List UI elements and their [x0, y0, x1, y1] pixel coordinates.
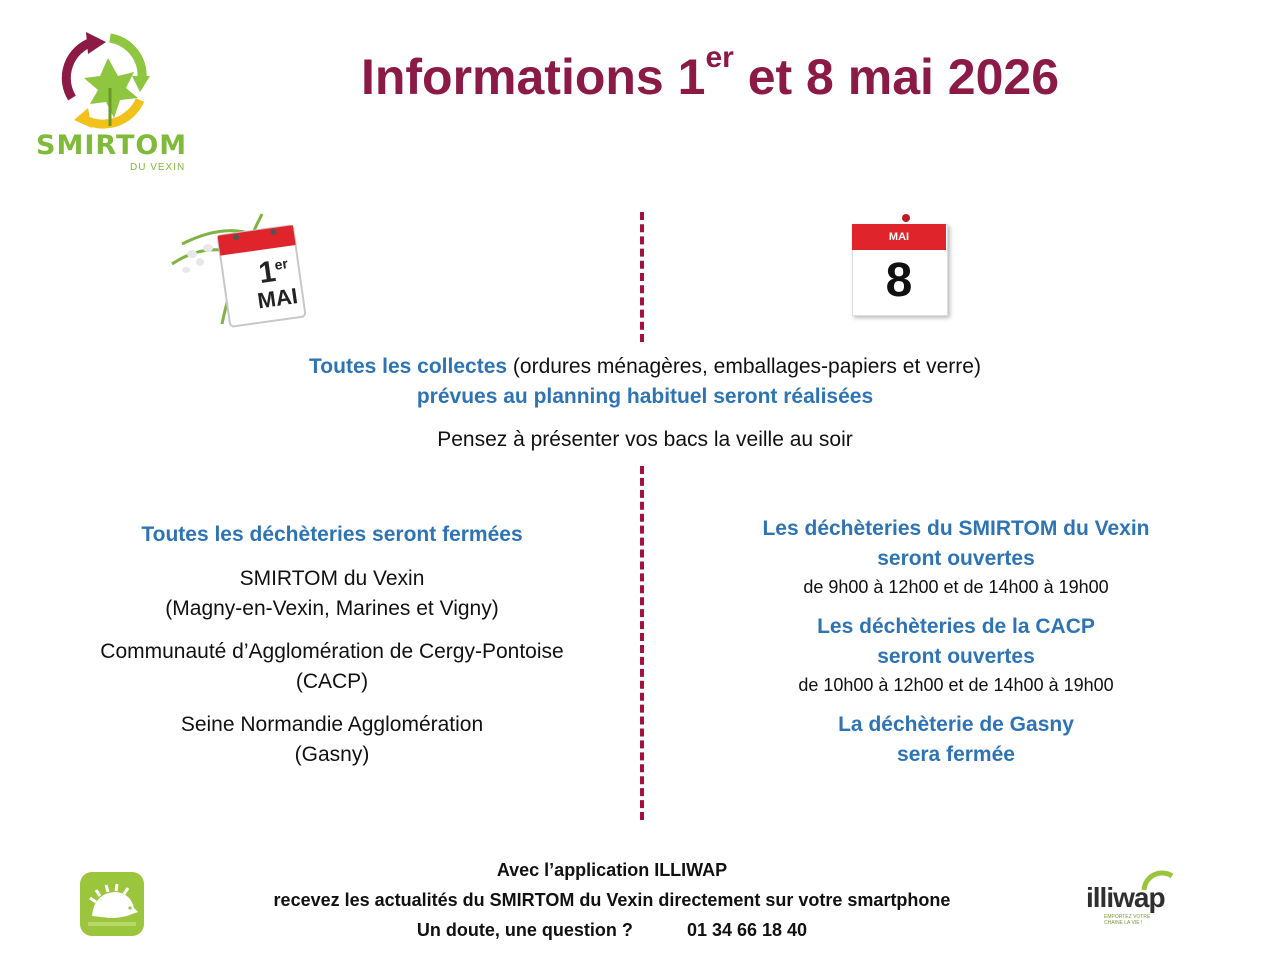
calendar-pin-icon: [902, 214, 910, 222]
top-divider: [640, 212, 644, 342]
collections-notice: [140, 352, 1150, 412]
footer-line2: recevez les actualités du SMIRTOM du Vexin directement sur votre smartphone: [273, 890, 951, 910]
right-column: [656, 514, 1256, 770]
collections-reminder: Pensez à présenter vos bacs la veille au soir: [437, 428, 853, 451]
bottom-divider: [640, 466, 644, 820]
may1-calendar-text: 1er MAI: [255, 255, 300, 314]
hedgehog-icon: [80, 872, 144, 936]
right-block-cacp: Les déchèteries de la CACP seront ouvertes de 10h00 à 12h00 et de 14h00 à 19h00: [798, 615, 1114, 695]
illiwap-logo-text: illiwap: [1086, 882, 1165, 913]
right-block-smirtom: Les déchèteries du SMIRTOM du Vexin seront ouvertes de 9h00 à 12h00 et de 14h00 à 19h00: [762, 517, 1150, 597]
may8-day-number: 8: [885, 254, 913, 307]
left-heading: Toutes les déchèteries seront fermées: [141, 523, 523, 546]
left-group-cacp: Communauté d’Agglomération de Cergy-Pontoise (CACP): [100, 640, 564, 693]
illiwap-logo[interactable]: [1084, 868, 1184, 928]
footer: [160, 855, 1064, 945]
smirtom-logo: [22, 28, 198, 178]
right-block-gasny: La déchèterie de Gasny sera fermée: [838, 713, 1074, 766]
left-group-gasny: Seine Normandie Agglomération (Gasny): [180, 713, 484, 766]
footer-phone[interactable]: 01 34 66 18 40: [686, 920, 808, 940]
recycle-leaf-icon: [22, 28, 198, 140]
collections-line2: prévues au planning habituel seront réalisées: [416, 385, 874, 408]
page-title: Informations 1er et 8 mai 2026: [360, 41, 1060, 105]
footer-contact: [160, 915, 1064, 945]
illiwap-tagline: EMPORTEZ VOTRE CHAINE LA VIE !: [1104, 914, 1151, 926]
collections-line1: Toutes les collectes (ordures ménagères, emballages-papiers et verre): [309, 355, 981, 378]
footer-question: Un doute, une question ?: [416, 920, 633, 940]
may8-calendar-icon: [852, 214, 950, 318]
footer-line1: Avec l’application ILLIWAP: [496, 860, 728, 880]
logo-main-text: SMIRTOM: [36, 130, 188, 161]
illiwap-app-icon[interactable]: [80, 872, 144, 936]
may8-month-band: MAI: [852, 224, 946, 250]
may1-calendar-icon: [162, 204, 310, 334]
left-group-smirtom: SMIRTOM du Vexin (Magny-en-Vexin, Marines et Vigny): [165, 567, 499, 620]
logo-sub-text: DU VEXIN: [130, 162, 186, 173]
left-column: [30, 520, 634, 770]
